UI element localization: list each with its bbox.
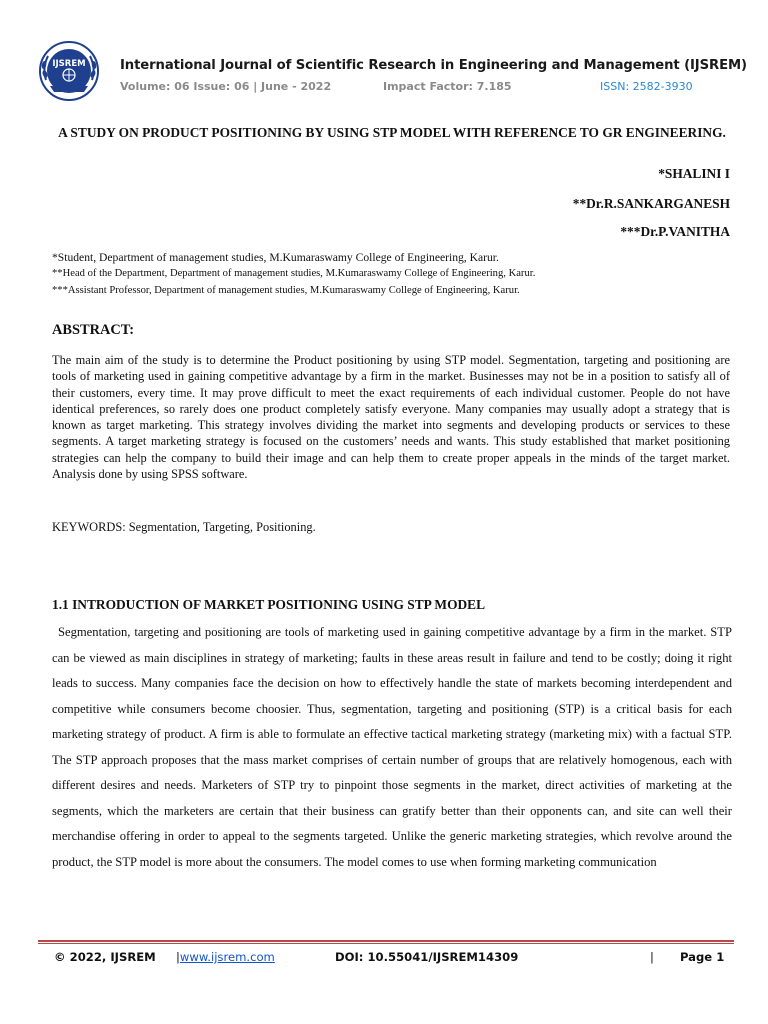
footer-separator-2: | [650, 950, 654, 964]
ijsrem-logo-icon [38, 40, 100, 102]
abstract-body: The main aim of the study is to determine the Product positioning by using STP model. Segmentation, targeting and positioning are tools of marketing used in gaining competitive advantage by a firm in the market. Businesses may not be in a position to satisfy all of their customers, every time. It may prove difficult to meet the exact requirements of each individual customer. People do not have identical preferences, so rarely does one product completely satisfy everyone. Many companies may usually adopt a strategy that is known as target marketing. This strategy involves dividing the market into segments and developing products or services to these segments. A target marketing strategy is focused on the customers’ needs and wants. This study established that market positioning strategies can help the company to build their image and can help them to create proper appeals in the minds of the target market. Analysis done by using SPSS software. [52, 353, 730, 482]
volume-issue: Volume: 06 Issue: 06 | June - 2022 [120, 80, 332, 93]
journal-header [38, 40, 747, 102]
author-1: *SHALINI I [658, 166, 730, 181]
footer-website [176, 950, 275, 964]
intro-body: Segmentation, targeting and positioning are tools of marketing used in gaining competitive advantage by a firm in the market. STP can be viewed as main disciplines in strategy of marketing; faults in these areas result in failure and tend to be costly; doing it right leads to success. Many companies face the decision on how to effectively handle the state of markets becoming interdependent and competitive while consumers become choosier. Thus, segmentation, targeting and positioning (STP) is a critical basis for each marketing strategy of product. A firm is able to formulate an effective tactical marketing strategy (marketing mix) with a factual STP. The STP approach proposes that the mass market comprises of certain number of groups that are relatively homogenous, each with different desires and needs. Marketers of STP try to pinpoint those segments in the market, direct activities of marketing at the segments, which the marketers are certain that their business can gratify better than their opponents can, and site can well their merchandise offering in order to appeal to the segments targeted. Unlike the generic marketing strategies, which revolve around the product, the STP model is more about the consumers. The model comes to use when forming marketing communication [52, 625, 732, 869]
keywords: KEYWORDS: Segmentation, Targeting, Positioning. [52, 520, 316, 534]
section-heading: 1.1 INTRODUCTION OF MARKET POSITIONING USING STP MODEL [52, 597, 486, 612]
website-link[interactable]: www.ijsrem.com [179, 950, 275, 964]
author-2: **Dr.R.SANKARGANESH [572, 196, 730, 211]
paper-title: A STUDY ON PRODUCT POSITIONING BY USING STP MODEL WITH REFERENCE TO GR ENGINEERING. [58, 125, 726, 140]
footer-rule [38, 940, 734, 942]
issn: ISSN: 2582-3930 [600, 80, 693, 93]
impact-factor: Impact Factor: 7.185 [383, 80, 512, 93]
footer-separator: | [176, 950, 180, 964]
journal-title: International Journal of Scientific Research in Engineering and Management (IJSREM) [120, 58, 747, 73]
affiliation-1: *Student, Department of management studies, M.Kumaraswamy College of Engineering, Karur. [52, 251, 499, 264]
abstract-heading: ABSTRACT: [52, 322, 135, 338]
footer-copyright: © 2022, IJSREM [54, 950, 156, 964]
affiliation-2: **Head of the Department, Department of management studies, M.Kumaraswamy College of Engineering, Karur. [52, 268, 536, 279]
footer-doi: DOI: 10.55041/IJSREM14309 [335, 950, 519, 964]
affiliation-3: ***Assistant Professor, Department of management studies, M.Kumaraswamy College of Engineering, Karur. [52, 285, 520, 296]
author-3: ***Dr.P.VANITHA [620, 224, 730, 239]
footer-rule-thin [38, 943, 734, 944]
logo-text: IJSREM [52, 59, 86, 69]
page-number: Page 1 [680, 950, 725, 964]
